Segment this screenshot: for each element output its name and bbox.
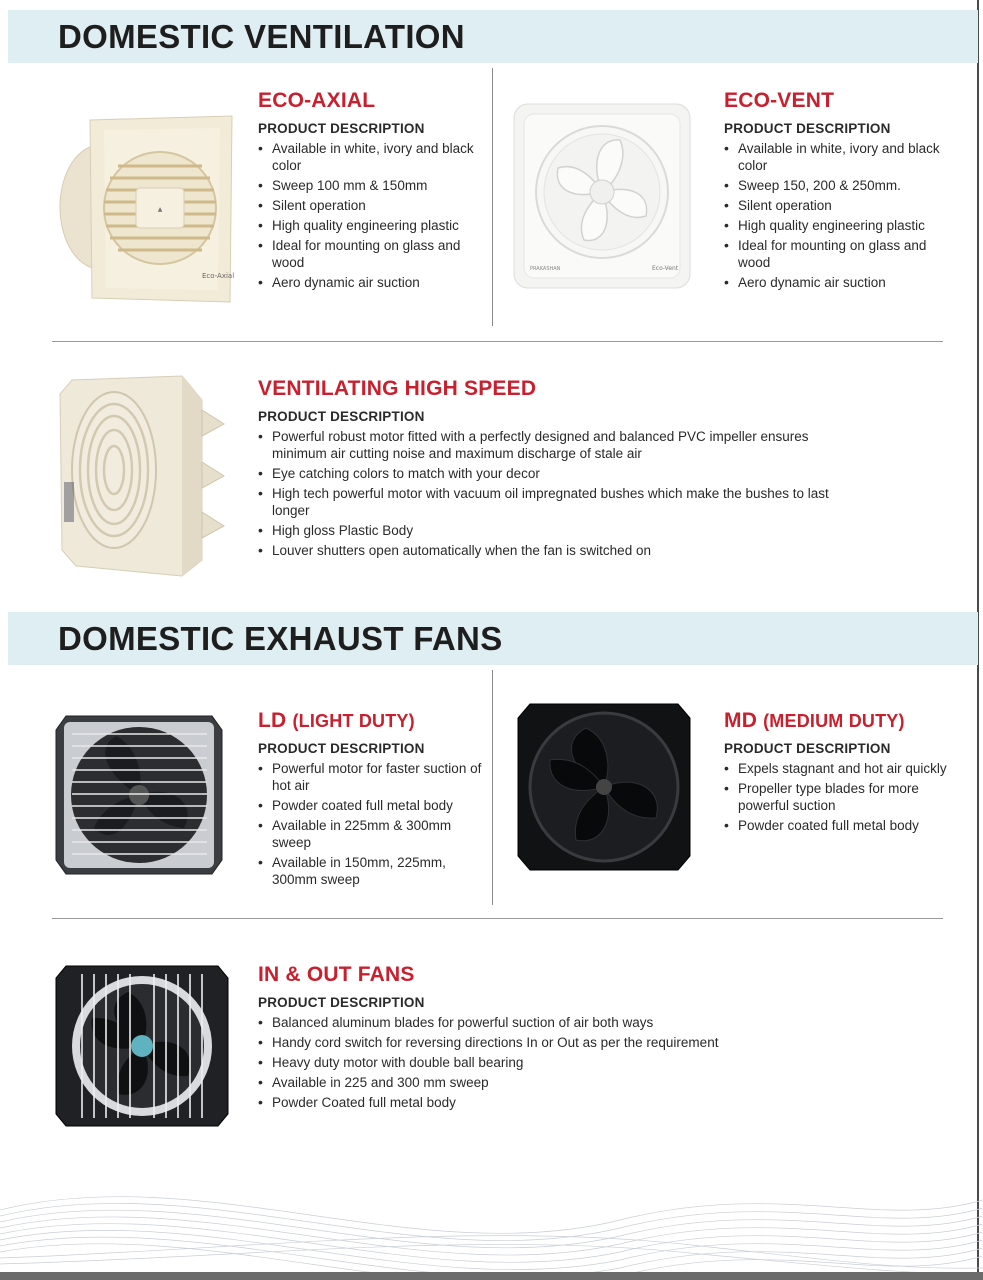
list-item: • Powder coated full metal body bbox=[724, 817, 954, 834]
list-item: • Aero dynamic air suction bbox=[258, 274, 488, 291]
list-item: • Available in white, ivory and black color bbox=[258, 140, 488, 174]
list-item: • Available in 225mm & 300mm sweep bbox=[258, 817, 488, 851]
section-title-ventilation: DOMESTIC VENTILATION bbox=[58, 18, 465, 55]
list-item: • Propeller type blades for more powerful suction bbox=[724, 780, 954, 814]
product-subtitle: PRODUCT DESCRIPTION bbox=[258, 995, 425, 1010]
list-item: • Silent operation bbox=[724, 197, 954, 214]
product-title-suffix: (MEDIUM DUTY) bbox=[763, 711, 905, 731]
list-item: • Powerful robust motor fitted with a perfectly designed and balanced PVC impeller ensures minimum air cutting noise and maximum discharge of stale air bbox=[258, 428, 843, 462]
product-md bbox=[724, 708, 954, 837]
feature-list bbox=[258, 140, 488, 291]
section-title-exhaust: DOMESTIC EXHAUST FANS bbox=[58, 620, 503, 657]
column-divider bbox=[492, 68, 493, 326]
list-item: • Available in 225 and 300 mm sweep bbox=[258, 1074, 818, 1091]
product-subtitle: PRODUCT DESCRIPTION bbox=[724, 121, 891, 136]
ld-exhaust-fan-image bbox=[52, 710, 227, 880]
list-item: • Eye catching colors to match with your decor bbox=[258, 465, 843, 482]
list-item: • Heavy duty motor with double ball bearing bbox=[258, 1054, 818, 1071]
product-title bbox=[258, 708, 488, 734]
list-item: • Ideal for mounting on glass and wood bbox=[724, 237, 954, 271]
page-bottom-edge bbox=[0, 1272, 983, 1280]
list-item: • Sweep 150, 200 & 250mm. bbox=[724, 177, 954, 194]
list-item: • Silent operation bbox=[258, 197, 488, 214]
feature-list bbox=[724, 140, 954, 291]
product-eco-vent bbox=[724, 88, 954, 294]
eco-vent-fan-image bbox=[510, 100, 695, 295]
list-item: • Sweep 100 mm & 150mm bbox=[258, 177, 488, 194]
eco-axial-fan-image bbox=[52, 112, 242, 307]
feature-list bbox=[724, 760, 954, 834]
product-subtitle: PRODUCT DESCRIPTION bbox=[724, 741, 891, 756]
product-eco-axial bbox=[258, 88, 488, 294]
list-item: • Powder Coated full metal body bbox=[258, 1094, 818, 1111]
list-item: • High quality engineering plastic bbox=[724, 217, 954, 234]
feature-list bbox=[258, 1014, 818, 1111]
product-ventilating-high-speed bbox=[258, 376, 858, 562]
feature-list bbox=[258, 428, 843, 559]
md-exhaust-fan-image bbox=[514, 700, 694, 875]
feature-list bbox=[258, 760, 488, 888]
list-item: • Powder coated full metal body bbox=[258, 797, 488, 814]
svg-text:Eco-Vent: Eco-Vent bbox=[652, 265, 679, 272]
column-divider bbox=[492, 670, 493, 905]
product-subtitle: PRODUCT DESCRIPTION bbox=[258, 741, 425, 756]
section-divider bbox=[52, 918, 943, 919]
list-item: • Ideal for mounting on glass and wood bbox=[258, 237, 488, 271]
svg-text:PRAKASHAN: PRAKASHAN bbox=[530, 266, 561, 272]
list-item: • Available in 150mm, 225mm, 300mm sweep bbox=[258, 854, 488, 888]
list-item: • Balanced aluminum blades for powerful suction of air both ways bbox=[258, 1014, 818, 1031]
list-item: • Powerful motor for faster suction of hot air bbox=[258, 760, 488, 794]
decorative-wave-lines bbox=[0, 1150, 983, 1280]
in-out-fan-image bbox=[52, 962, 232, 1130]
list-item: • Handy cord switch for reversing directions In or Out as per the requirement bbox=[258, 1034, 818, 1051]
list-item: • Aero dynamic air suction bbox=[724, 274, 954, 291]
list-item: • Expels stagnant and hot air quickly bbox=[724, 760, 954, 777]
svg-text:▲: ▲ bbox=[157, 206, 163, 213]
product-title-main: LD bbox=[258, 709, 287, 732]
product-ld bbox=[258, 708, 488, 891]
list-item: • Louver shutters open automatically when the fan is switched on bbox=[258, 542, 843, 559]
ventilating-high-speed-fan-image bbox=[52, 370, 232, 580]
product-title-main: MD bbox=[724, 709, 758, 732]
product-title: IN & OUT FANS bbox=[258, 963, 415, 986]
list-item: • High quality engineering plastic bbox=[258, 217, 488, 234]
list-item: • Available in white, ivory and black color bbox=[724, 140, 954, 174]
product-in-out-fans bbox=[258, 962, 818, 1114]
product-title: ECO-AXIAL bbox=[258, 89, 376, 112]
product-title-suffix: (LIGHT DUTY) bbox=[292, 711, 415, 731]
list-item: • High tech powerful motor with vacuum oil impregnated bushes which make the bushes to last longer bbox=[258, 485, 843, 519]
product-title bbox=[724, 708, 954, 734]
product-subtitle: PRODUCT DESCRIPTION bbox=[258, 121, 425, 136]
svg-text:Eco-Axial: Eco-Axial bbox=[202, 272, 235, 280]
section-divider bbox=[52, 341, 943, 342]
product-title: VENTILATING HIGH SPEED bbox=[258, 377, 537, 400]
list-item: • High gloss Plastic Body bbox=[258, 522, 843, 539]
product-subtitle: PRODUCT DESCRIPTION bbox=[258, 409, 425, 424]
product-title: ECO-VENT bbox=[724, 89, 835, 112]
